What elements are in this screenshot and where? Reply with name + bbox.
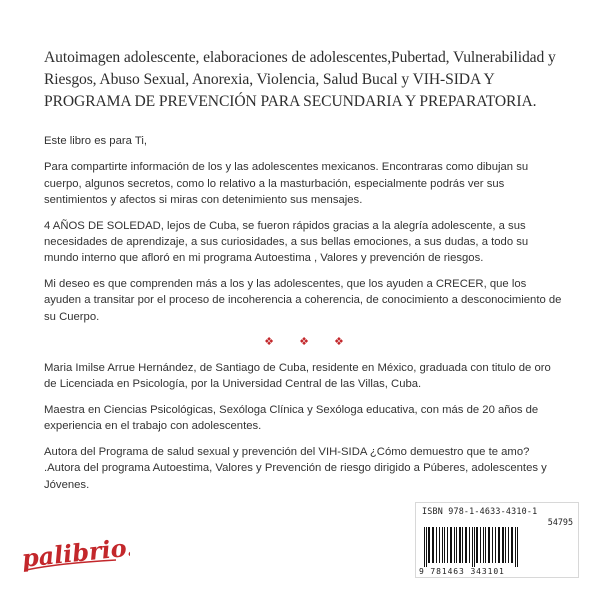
barcode-bar <box>472 527 473 567</box>
barcode-bar <box>505 527 506 563</box>
barcode-bar <box>517 527 518 567</box>
barcode-bar <box>492 527 493 563</box>
barcode-bar <box>442 527 443 563</box>
paragraph-soledad: 4 AÑOS DE SOLEDAD, lejos de Cuba, se fueron rápidos gracias a la alegría adolescente, a sus necesidades de aprendizaje, a sus curiosidades, a sus bellas emociones, a sus dudas, a todo su mundo interno que afloró en mi programa Autoestima , Valores y prevención de riesgos. <box>44 219 529 265</box>
barcode-bar <box>511 527 513 563</box>
isbn-number: ISBN 978-1-4633-4310-1 <box>422 506 538 516</box>
author-programs: Autora del Programa de salud sexual y prevención del VIH-SIDA ¿Cómo demuestro que te amo? .Autora del programa Autoestima, Valores y Prevención de riesgo dirigido a Púberes, adolescentes y Jóvenes. <box>44 445 547 491</box>
barcode-bars <box>422 527 574 567</box>
logo-wordmark: palibrio. <box>20 532 130 573</box>
barcode-bar <box>480 527 481 563</box>
ornament-icon: ❖ <box>299 336 309 349</box>
barcode-bar <box>447 527 448 563</box>
author-credentials: Maestra en Ciencias Psicológicas, Sexóloga Clínica y Sexóloga educativa, con más de 20 años de experiencia en el trabajo con adolescentes. <box>44 403 539 433</box>
barcode-bar <box>454 527 455 563</box>
barcode-bar <box>450 527 452 563</box>
isbn-barcode-block <box>415 502 579 578</box>
price-code: 54795 <box>547 517 573 527</box>
barcode-bar <box>456 527 457 563</box>
barcode-bar <box>444 527 445 563</box>
barcode-bar <box>483 527 484 563</box>
barcode-bar <box>498 527 500 563</box>
palibrio-logo-mark <box>20 532 130 576</box>
barcode-bar <box>469 527 470 563</box>
barcode-bar <box>474 527 475 567</box>
ornament-icon: ❖ <box>264 336 274 349</box>
barcode-bar <box>515 527 516 567</box>
paragraph-wish: Mi deseo es que comprenden más a los y las adolescentes, que los ayuden a CRECER, que los ayuden a transitar por el proceso de incoherencia a coherencia, de conocimiento a desconocimiento de su Cuerpo. <box>44 277 562 323</box>
barcode-bar <box>508 527 509 563</box>
barcode-bar <box>439 527 440 563</box>
ornament-icon: ❖ <box>334 336 344 349</box>
barcode-bar <box>485 527 486 563</box>
barcode-bar <box>488 527 490 563</box>
barcode-bar <box>462 527 463 563</box>
barcode-bar <box>424 527 425 567</box>
barcode-bar <box>432 527 434 563</box>
palibrio-logo <box>20 532 130 576</box>
cover-body <box>44 133 564 502</box>
barcode-bar <box>428 527 430 563</box>
barcode-bar <box>465 527 467 563</box>
barcode-bar <box>495 527 496 563</box>
barcode-bar <box>459 527 461 563</box>
barcode-bar <box>502 527 504 563</box>
barcode-bar <box>436 527 437 563</box>
author-bio: Maria Imilse Arrue Hernández, de Santiago de Cuba, residente en México, graduada con titulo de oro de Licenciada en Psicología, por la Universidad Central de las Villas, Cuba. <box>44 362 551 391</box>
ornament-divider <box>44 334 564 348</box>
paragraph-purpose: Para compartirte información de los y las adolescentes mexicanos. Encontraras como dibujan su cuerpo, algunos secretos, como lo relativo a la masturbación, especialmente podrás ver sus sentimientos y afectos si miras con detenimiento sus mensajes. <box>44 161 529 207</box>
ean-digits: 9 781463 343101 <box>419 567 505 576</box>
barcode-bar <box>426 527 427 567</box>
cover-intro-text: Autoimagen adolescente, elaboraciones de adolescentes,Pubertad, Vulnerabilidad y Riesgos, Abuso Sexual, Anorexia, Violencia, Salud Bucal y VIH-SIDA Y PROGRAMA DE PREVENCIÓN PARA SECUNDARIA Y PREPARATORIA. <box>44 49 556 110</box>
barcode-bar <box>476 527 478 563</box>
paragraph-dedication: Este libro es para Ti, <box>44 135 147 147</box>
